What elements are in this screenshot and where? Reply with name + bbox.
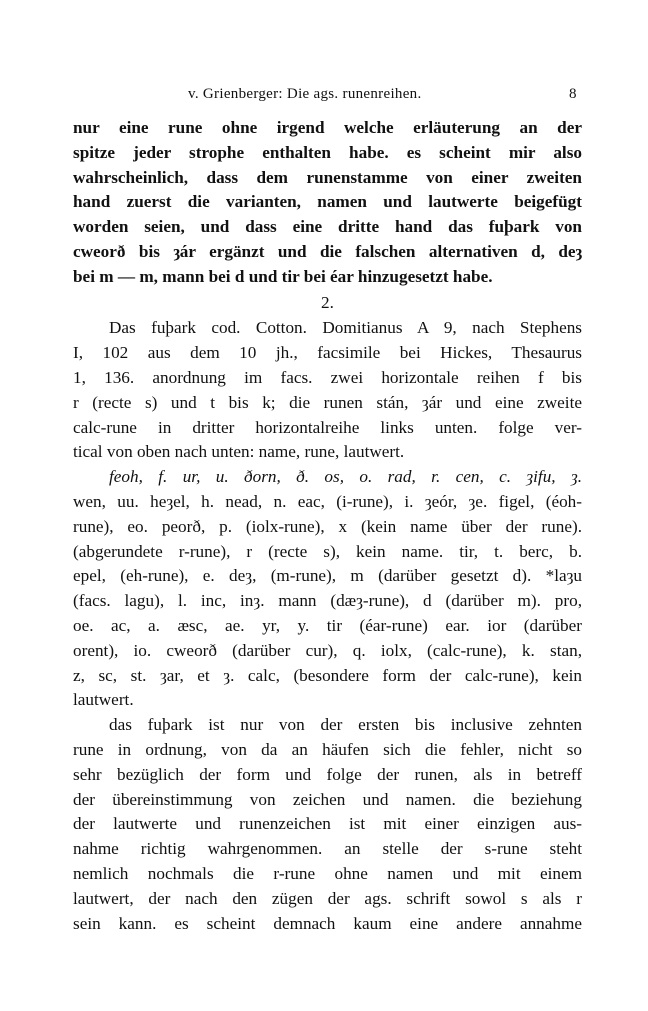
text-line: calc-rune in dritter horizontalreihe links unten. folge ver-: [73, 417, 582, 437]
paragraph-rune-list: [73, 465, 582, 713]
page-number: 8: [569, 86, 577, 102]
text-line: Das fuþark cod. Cotton. Domitianus A 9, nach Stephens: [109, 318, 582, 338]
text-line: der lautwerte und runenzeichen ist mit einer einzigen aus-: [73, 814, 582, 834]
text-line: (facs. lagu), l. inc, inȝ. mann (dæȝ-rune), d (darüber m). pro,: [73, 591, 582, 611]
text-line: nahme richtig wahrgenommen. an stelle der s-rune steht: [73, 839, 582, 859]
text-line: wen, uu. heȝel, h. nead, n. eac, (i-rune), i. ȝeór, ȝe. figel, (éoh-: [73, 491, 582, 511]
text-line: sehr bezüglich der form und folge der runen, als in betreff: [73, 764, 582, 784]
text-line: tical von oben nach unten: name, rune, lautwert.: [73, 442, 405, 462]
text-line: feoh, f. ur, u. ðorn, ð. os, o. rad, r. cen, c. ȝifu, ȝ.: [109, 467, 582, 487]
page-body: [73, 116, 582, 936]
text-line: sein kann. es scheint demnach kaum eine andere annahme: [73, 913, 582, 933]
text-line: I, 102 aus dem 10 jh., facsimile bei Hickes, Thesaurus: [73, 343, 582, 363]
text-line: lautwert, der nach den zügen der ags. schrift sowol s als r: [73, 888, 582, 908]
text-line: orent), io. cweorð (darüber cur), q. iolx, (calc-rune), k. stan,: [73, 640, 582, 660]
paragraph-analysis: [73, 713, 582, 936]
text-line: r (recte s) und t bis k; die runen stán, ȝár und eine zweite: [73, 392, 582, 412]
text-line: worden seien, und dass eine dritte hand das fuþark von: [73, 217, 582, 237]
text-line: nemlich nochmals die r-rune ohne namen und mit einem: [73, 863, 582, 883]
text-line: lautwert.: [73, 690, 134, 710]
text-line: wahrscheinlich, dass dem runenstamme von einer zweiten: [73, 167, 582, 187]
text-line: cweorð bis ȝár ergänzt und die falschen alternativen d, deȝ: [73, 241, 582, 261]
running-head: [0, 86, 648, 106]
text-line: (abgerundete r-rune), r (recte s), kein name. tir, t. berc, b.: [73, 541, 582, 561]
text-line: nur eine rune ohne irgend welche erläuterung an der: [73, 118, 582, 137]
paragraph-continued: [73, 116, 582, 290]
text-line: das fuþark ist nur von der ersten bis inclusive zehnten: [109, 715, 582, 735]
text-line: oe. ac, a. æsc, ae. yr, y. tir (éar-rune) ear. ior (darüber: [73, 615, 582, 635]
paragraph-futhark-description: [73, 316, 582, 465]
text-line: hand zuerst die varianten, namen und lautwerte beigefügt: [73, 192, 582, 212]
text-line: der übereinstimmung von zeichen und namen. die beziehung: [73, 789, 582, 809]
text-line: 1, 136. anordnung im facs. zwei horizontale reihen f bis: [73, 367, 582, 387]
text-line: rune in ordnung, von da an häufen sich die fehler, nicht so: [73, 739, 582, 759]
text-line: z, sc, st. ȝar, et ȝ. calc, (besondere form der calc-rune), kein: [73, 665, 582, 685]
section-number: 2.: [321, 292, 334, 312]
text-line: bei m — m, mann bei d und tir bei éar hinzugesetzt habe.: [73, 266, 493, 286]
text-line: epel, (eh-rune), e. deȝ, (m-rune), m (darüber gesetzt d). *laȝu: [73, 566, 582, 586]
text-line: rune), eo. peorð, p. (iolx-rune), x (kein name über der rune).: [73, 516, 582, 536]
running-title: v. Grienberger: Die ags. runenreihen.: [188, 86, 422, 102]
text-line: spitze jeder strophe enthalten habe. es scheint mir also: [73, 142, 582, 162]
